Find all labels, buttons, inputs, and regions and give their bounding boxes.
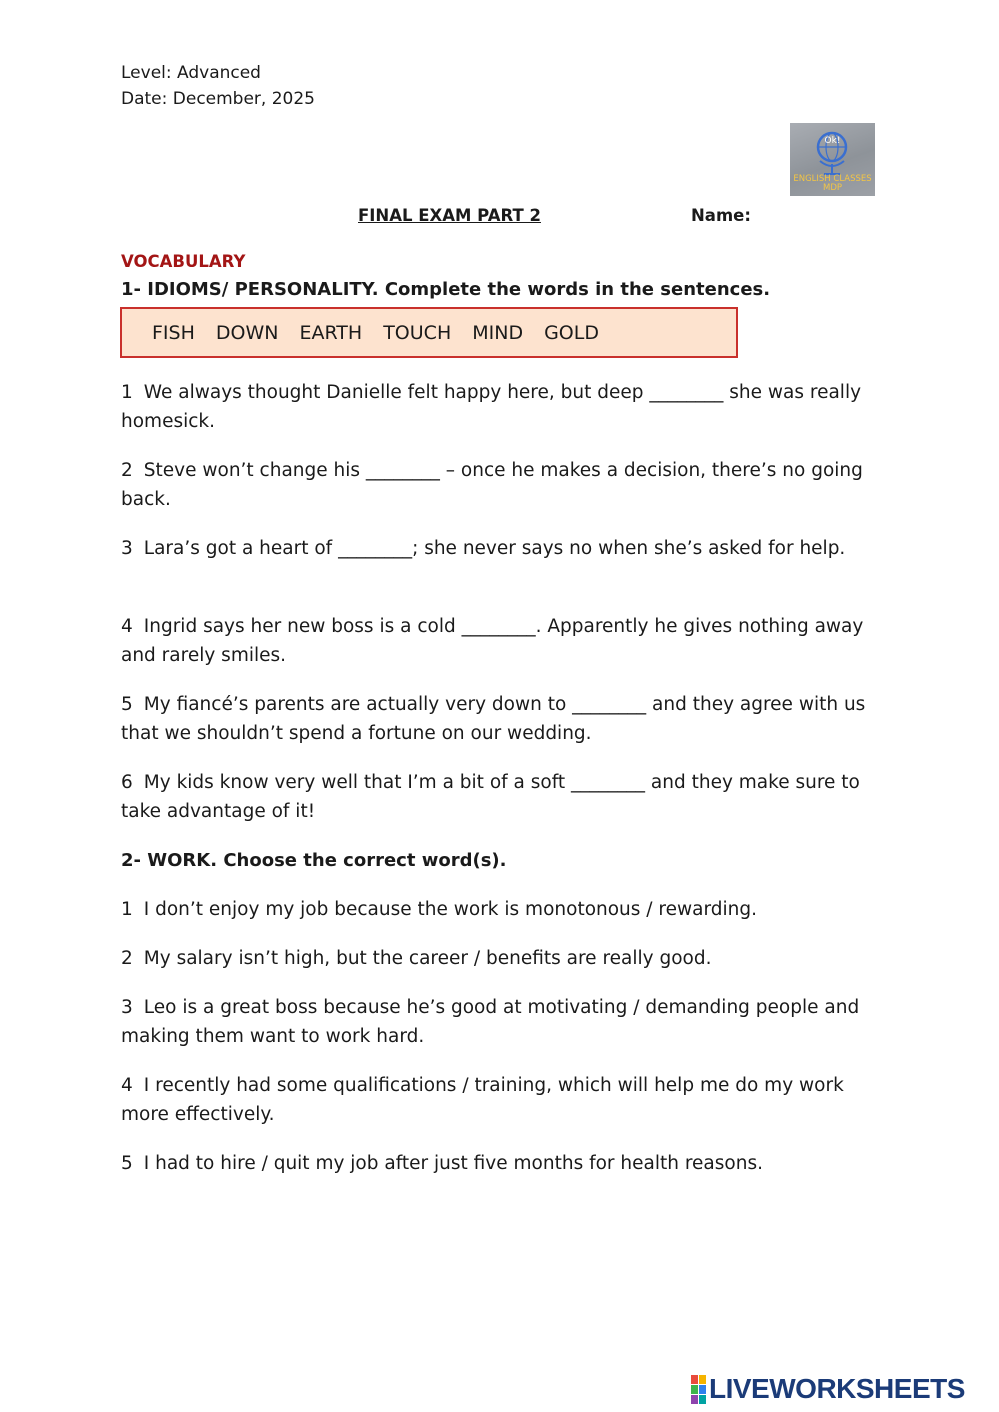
sentence-number: 6: [121, 772, 133, 793]
sentence-text: Lara’s got a heart of ________; she never says no when she’s asked for help.: [143, 538, 846, 559]
sentence-number: 1: [121, 382, 133, 403]
word-bank-item: MIND: [472, 322, 524, 344]
logo-text-line1: ENGLISH CLASSES: [793, 174, 872, 184]
name-label: Name:: [691, 206, 751, 225]
sentence-text: Leo is a great boss because he’s good at motivating / demanding people and making them want to work hard.: [121, 997, 860, 1047]
sentence-text: I had to hire / quit my job after just five months for health reasons.: [143, 1153, 763, 1174]
liveworksheets-logo[interactable]: [691, 1373, 965, 1405]
liveworksheets-blocks-icon: [691, 1375, 706, 1404]
word-bank-item: FISH: [152, 322, 195, 344]
sentence-number: 5: [121, 694, 133, 715]
exam-title: FINAL EXAM PART 2: [358, 206, 541, 225]
part2-sentence-3: [121, 993, 881, 1051]
word-bank-item: DOWN: [215, 322, 279, 344]
sentence-number: 3: [121, 538, 133, 559]
part1-sentence-3: [121, 534, 881, 563]
part1-sentence-1: [121, 378, 881, 436]
part2-sentence-2: [121, 944, 881, 973]
sentence-text: Ingrid says her new boss is a cold ________. Apparently he gives nothing away and rarely smiles.: [121, 616, 864, 666]
sentence-number: 4: [121, 616, 133, 637]
part2-sentence-4: [121, 1071, 881, 1129]
part1-sentence-6: [121, 768, 881, 826]
sentence-text: We always thought Danielle felt happy here, but deep ________ she was really homesick.: [121, 382, 862, 432]
word-bank-item: EARTH: [299, 322, 363, 344]
word-bank-item: GOLD: [544, 322, 599, 344]
part2-heading: 2- WORK. Choose the correct word(s).: [121, 850, 507, 871]
part2-sentence-1: [121, 895, 881, 924]
part1-sentence-4: [121, 612, 881, 670]
sentence-text: My salary isn’t high, but the career / benefits are really good.: [143, 948, 712, 969]
sentence-text: My kids know very well that I’m a bit of a soft ________ and they make sure to take advantage of it!: [121, 772, 860, 822]
school-logo: [790, 123, 875, 196]
sentence-text: My fiancé’s parents are actually very down to ________ and they agree with us that we shouldn’t spend a fortune on our wedding.: [121, 694, 866, 744]
sentence-number: 3: [121, 997, 133, 1018]
level-line: Level: Advanced: [121, 63, 261, 83]
section-label-vocabulary: VOCABULARY: [121, 252, 246, 271]
sentence-number: 5: [121, 1153, 133, 1174]
part2-sentence-5: [121, 1149, 881, 1178]
word-bank-item: TOUCH: [383, 322, 452, 344]
date-line: Date: December, 2025: [121, 89, 315, 109]
part1-heading: 1- IDIOMS/ PERSONALITY. Complete the words in the sentences.: [121, 279, 771, 300]
sentence-text: Steve won’t change his ________ – once he makes a decision, there’s no going back.: [121, 460, 863, 510]
liveworksheets-brand-text: LIVEWORKSHEETS: [709, 1373, 965, 1404]
sentence-number: 4: [121, 1075, 133, 1096]
logo-ok-text: Ok!: [824, 136, 841, 146]
sentence-text: I recently had some qualifications / training, which will help me do my work more effectively.: [121, 1075, 844, 1125]
logo-text-line2: MDP: [822, 183, 842, 193]
word-bank: [120, 307, 738, 358]
sentence-number: 1: [121, 899, 133, 920]
sentence-number: 2: [121, 948, 133, 969]
part1-sentence-2: [121, 456, 881, 514]
sentence-number: 2: [121, 460, 133, 481]
sentence-text: I don’t enjoy my job because the work is monotonous / rewarding.: [143, 899, 757, 920]
part1-sentence-5: [121, 690, 881, 748]
